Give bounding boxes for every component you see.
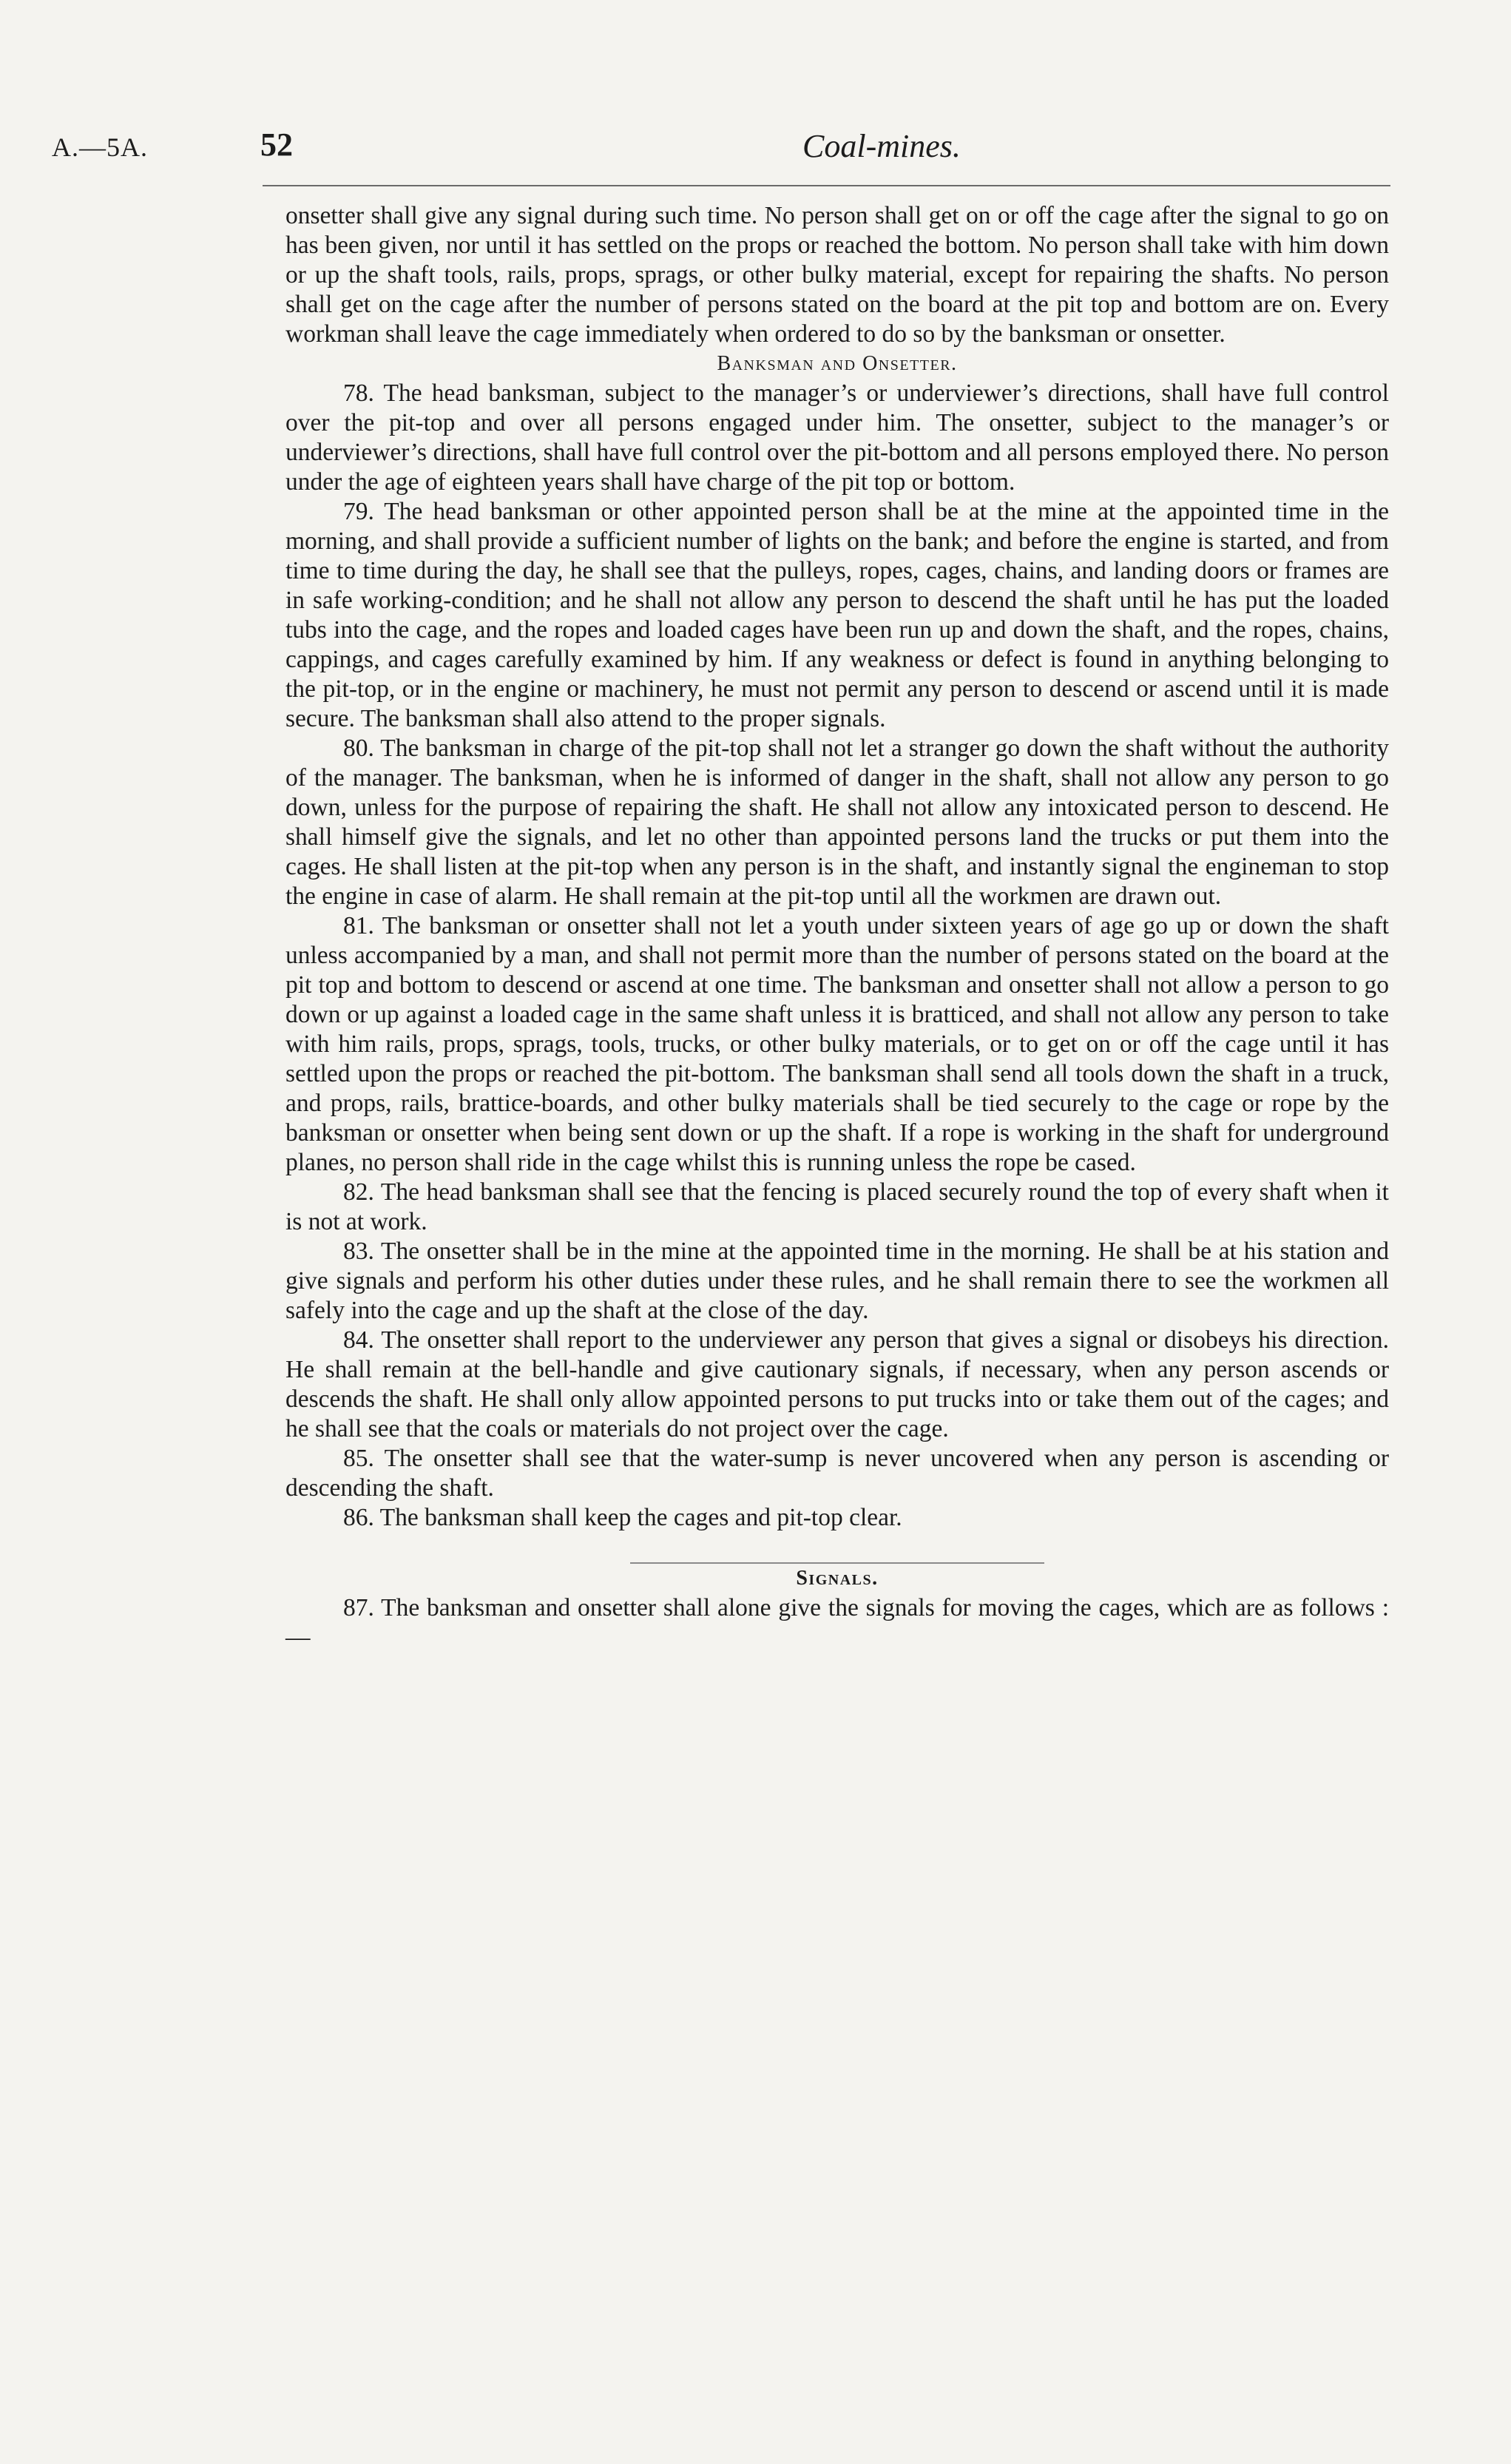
rule-82: 82. The head banksman shall see that the fencing is placed securely round the top of every shaft when it is not at work. — [285, 1178, 1389, 1235]
rule-84: 84. The onsetter shall report to the underviewer any person that gives a signal or disobeys his direction. He shall remain at the bell-handle and give cautionary signals, if necessary, when any person ascends or descends the shaft. He shall only allow appointed persons to put trucks into or take them out of the cages; and he shall see that the coals or materials do not project over the cage. — [285, 1326, 1389, 1442]
section-heading-signals — [285, 1564, 1389, 1593]
header-rule — [263, 185, 1390, 186]
signals-heading-text: Signals. — [796, 1567, 879, 1590]
rule-80: 80. The banksman in charge of the pit-top shall not let a stranger go down the shaft without the authority of the manager. The banksman, when he is informed of danger in the shaft, shall not allow any person to go down, unless for the purpose of repairing the shaft. He shall not allow any intoxicated person to descend. He shall himself give the signals, and let no other than appointed persons land the trucks or put them into the cages. He shall listen at the pit-top when any person is in the shaft, and instantly signal the engineman to stop the engine in case of alarm. He shall remain at the pit-top until all the workmen are drawn out. — [285, 735, 1389, 910]
rule-85: 85. The onsetter shall see that the water-sump is never uncovered when any person is ascending or descending the shaft. — [285, 1445, 1389, 1502]
running-head — [52, 126, 1405, 170]
running-title: Coal-mines. — [802, 128, 961, 164]
document-reference: A.—5A. — [52, 132, 148, 162]
rule-81: 81. The banksman or onsetter shall not let a youth under sixteen years of age go up or down the shaft unless accompanied by a man, and shall not permit more than the number of persons stated on the board at the pit top and bottom to descend or ascend at one time. The banksman and onsetter shall not allow a person to go down or up against a loaded cage in the same shaft unless it is bratticed, and shall not allow any person to take with him rails, props, sprags, tools, trucks, or other bulky materials, or to get on or off the cage until it has settled upon the props or reached the pit-bottom. The banksman shall send all tools down the shaft in a truck, and props, rails, brattice-boards, and other bulky materials shall be tied securely to the cage or rope by the banksman or onsetter when being sent down or up the shaft. If a rope is working in the shaft for underground planes, no person shall ride in the cage whilst this is running unless the rope be cased. — [285, 912, 1389, 1176]
rule-83: 83. The onsetter shall be in the mine at the appointed time in the morning. He shall be at his station and give signals and perform his other duties under these rules, and he shall remain there to see the workmen all safely into the cage and up the shaft at the close of the day. — [285, 1238, 1389, 1324]
rule-78: 78. The head banksman, subject to the manager’s or underviewer’s directions, shall have full control over the pit-top and over all persons engaged under him. The onsetter, subject to the manager’s or underviewer’s directions, shall have full control over the pit-bottom and all persons employed there. No person under the age of eighteen years shall have charge of the pit top or bottom. — [285, 379, 1389, 496]
body-text — [285, 201, 1389, 1653]
section-heading-banksman-and-onsetter: Banksman and Onsetter. — [717, 352, 958, 375]
page-number: 52 — [260, 126, 293, 163]
continued-paragraph: onsetter shall give any signal during such time. No person shall get on or off the cage after the signal to go on has been given, nor until it has settled on the props or reached the bottom. No person shall take with him down or up the shaft tools, rails, props, sprags, or other bulky material, except for repairing the shafts. No person shall get on the cage after the number of persons stated on the board at the pit top and bottom are on. Every workman shall leave the cage immediately when ordered to do so by the banksman or onsetter. — [285, 202, 1389, 348]
rule-79: 79. The head banksman or other appointed person shall be at the mine at the appointed time in the morning, and shall provide a sufficient number of lights on the bank; and before the engine is started, and from time to time during the day, he shall see that the pulleys, ropes, cages, chains, and landing doors or frames are in safe working-condition; and he shall not allow any person to descend the shaft until he has put the loaded tubs into the cage, and the ropes and loaded cages have been run up and down the shaft, and the ropes, chains, cappings, and cages carefully examined by him. If any weakness or defect is found in anything belonging to the pit-top, or in the engine or machinery, he must not permit any person to descend or ascend until it is made secure. The banksman shall also attend to the proper signals. — [285, 498, 1389, 732]
rule-86: 86. The banksman shall keep the cages and pit-top clear. — [343, 1504, 902, 1531]
rule-87: 87. The banksman and onsetter shall alone give the signals for moving the cages, which are as follows :— — [285, 1594, 1389, 1651]
